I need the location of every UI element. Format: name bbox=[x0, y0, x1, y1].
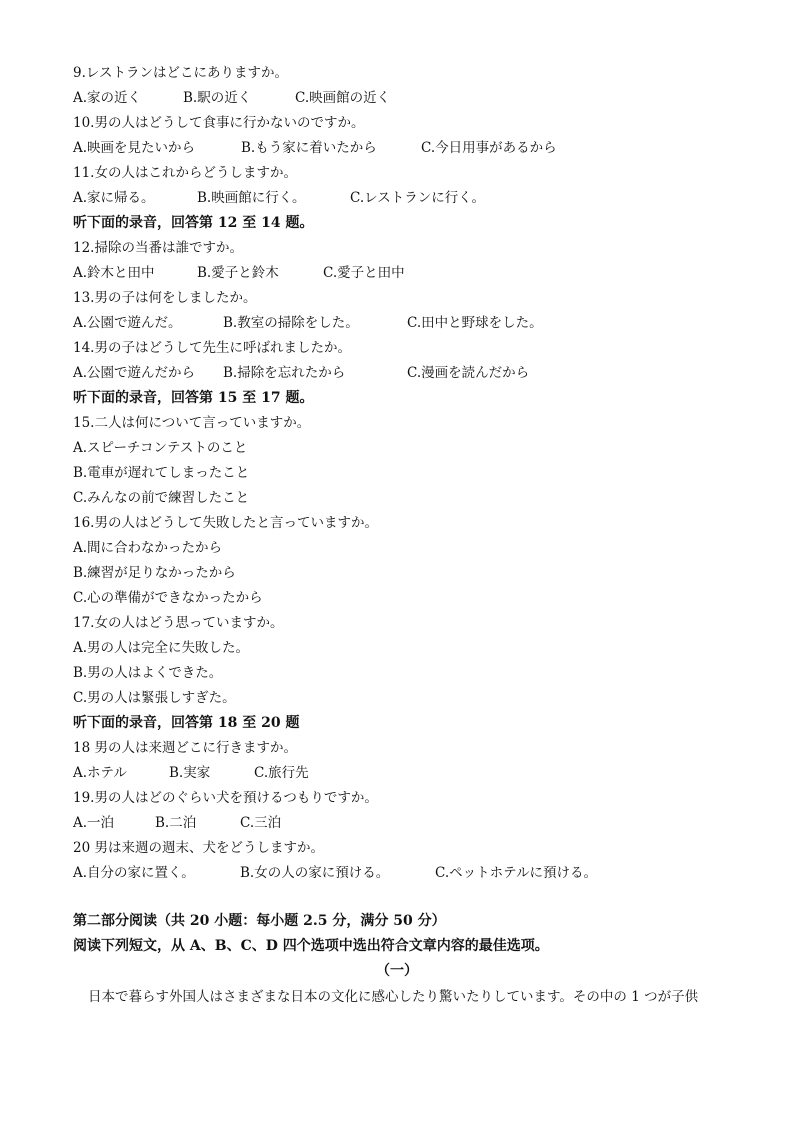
option-c: C.三泊 bbox=[240, 815, 282, 831]
option-c: C.田中と野球をした。 bbox=[407, 315, 543, 331]
question-17-option-c: C.男の人は緊張しすぎた。 bbox=[73, 690, 236, 706]
option-b: B.女の人の家に預ける。 bbox=[240, 865, 390, 881]
option-a: A.家に帰る。 bbox=[73, 190, 155, 206]
section-heading-18-20: 听下面的录音，回答第 18 至 20 题 bbox=[73, 715, 300, 731]
option-b: B.教室の掃除をした。 bbox=[223, 315, 359, 331]
option-c: C.ペットホテルに預ける。 bbox=[435, 865, 597, 881]
option-a: A.自分の家に置く。 bbox=[73, 865, 195, 881]
question-16-option-c: C.心の準備ができなかったから bbox=[73, 590, 263, 606]
option-a: A.映画を見たいから bbox=[73, 140, 196, 156]
option-b: B.二泊 bbox=[155, 815, 197, 831]
option-a: A.家の近く bbox=[73, 90, 142, 106]
option-b: B.掃除を忘れたから bbox=[223, 365, 346, 381]
option-a: A.公園で遊んだ。 bbox=[73, 315, 182, 331]
question-10: 10.男の人はどうして食事に行かないのですか。 bbox=[73, 115, 365, 131]
option-c: C.旅行先 bbox=[254, 765, 309, 781]
question-17-option-a: A.男の人は完全に失敗した。 bbox=[73, 640, 250, 656]
option-b: B.実家 bbox=[169, 765, 211, 781]
option-c: C.映画館の近く bbox=[295, 90, 391, 106]
option-b: B.駅の近く bbox=[183, 90, 252, 106]
question-11: 11.女の人はこれからどうしますか。 bbox=[73, 165, 297, 181]
passage-section-number: （一） bbox=[376, 963, 418, 979]
question-15-option-c: C.みんなの前で練習したこと bbox=[73, 490, 250, 506]
question-15-option-a: A.スピーチコンテストのこと bbox=[73, 440, 248, 456]
question-15-option-b: B.電車が遅れてしまったこと bbox=[73, 465, 250, 481]
question-16-option-a: A.間に合わなかったから bbox=[73, 540, 223, 556]
option-c: C.愛子と田中 bbox=[323, 265, 405, 281]
question-18: 18 男の人は来週どこに行きますか。 bbox=[73, 740, 297, 756]
question-19: 19.男の人はどのぐらい犬を預けるつもりですか。 bbox=[73, 790, 378, 806]
question-9: 9.レストランはどこにありますか。 bbox=[73, 65, 288, 81]
question-13: 13.男の子は何をしましたか。 bbox=[73, 290, 257, 306]
section-heading-15-17: 听下面的录音，回答第 15 至 17 题。 bbox=[73, 390, 314, 406]
option-a: A.公園で遊んだから bbox=[73, 365, 196, 381]
passage-text: 日本で暮らす外国人はさまざまな日本の文化に感心したり驚いたりしています。その中の 1 つが子供 bbox=[88, 989, 699, 1005]
option-c: C.漫画を読んだから bbox=[407, 365, 530, 381]
question-15: 15.二人は何について言っていますか。 bbox=[73, 415, 311, 431]
option-b: B.もう家に着いたから bbox=[241, 140, 377, 156]
part-two-heading: 第二部分阅读（共 20 小题：每小题 2.5 分，满分 50 分） bbox=[73, 913, 446, 929]
question-20: 20 男は来週の週末、犬をどうしますか。 bbox=[73, 840, 324, 856]
question-17-option-b: B.男の人はよくできた。 bbox=[73, 665, 223, 681]
option-a: A.鈴木と田中 bbox=[73, 265, 155, 281]
option-b: B.映画館に行く。 bbox=[197, 190, 306, 206]
question-12: 12.掃除の当番は誰ですか。 bbox=[73, 240, 243, 256]
question-16: 16.男の人はどうして失敗したと言っていますか。 bbox=[73, 515, 378, 531]
option-a: A.ホテル bbox=[73, 765, 127, 781]
reading-instruction: 阅读下列短文，从 A、B、C、D 四个选项中选出符合文章内容的最佳选项。 bbox=[73, 938, 549, 954]
question-16-option-b: B.練習が足りなかったから bbox=[73, 565, 236, 581]
option-b: B.愛子と鈴木 bbox=[197, 265, 279, 281]
option-c: C.レストランに行く。 bbox=[350, 190, 485, 206]
question-14: 14.男の子はどうして先生に呼ばれましたか。 bbox=[73, 340, 351, 356]
section-heading-12-14: 听下面的录音，回答第 12 至 14 题。 bbox=[73, 215, 314, 231]
option-c: C.今日用事があるから bbox=[421, 140, 557, 156]
question-17: 17.女の人はどう思っていますか。 bbox=[73, 615, 284, 631]
option-a: A.一泊 bbox=[73, 815, 115, 831]
